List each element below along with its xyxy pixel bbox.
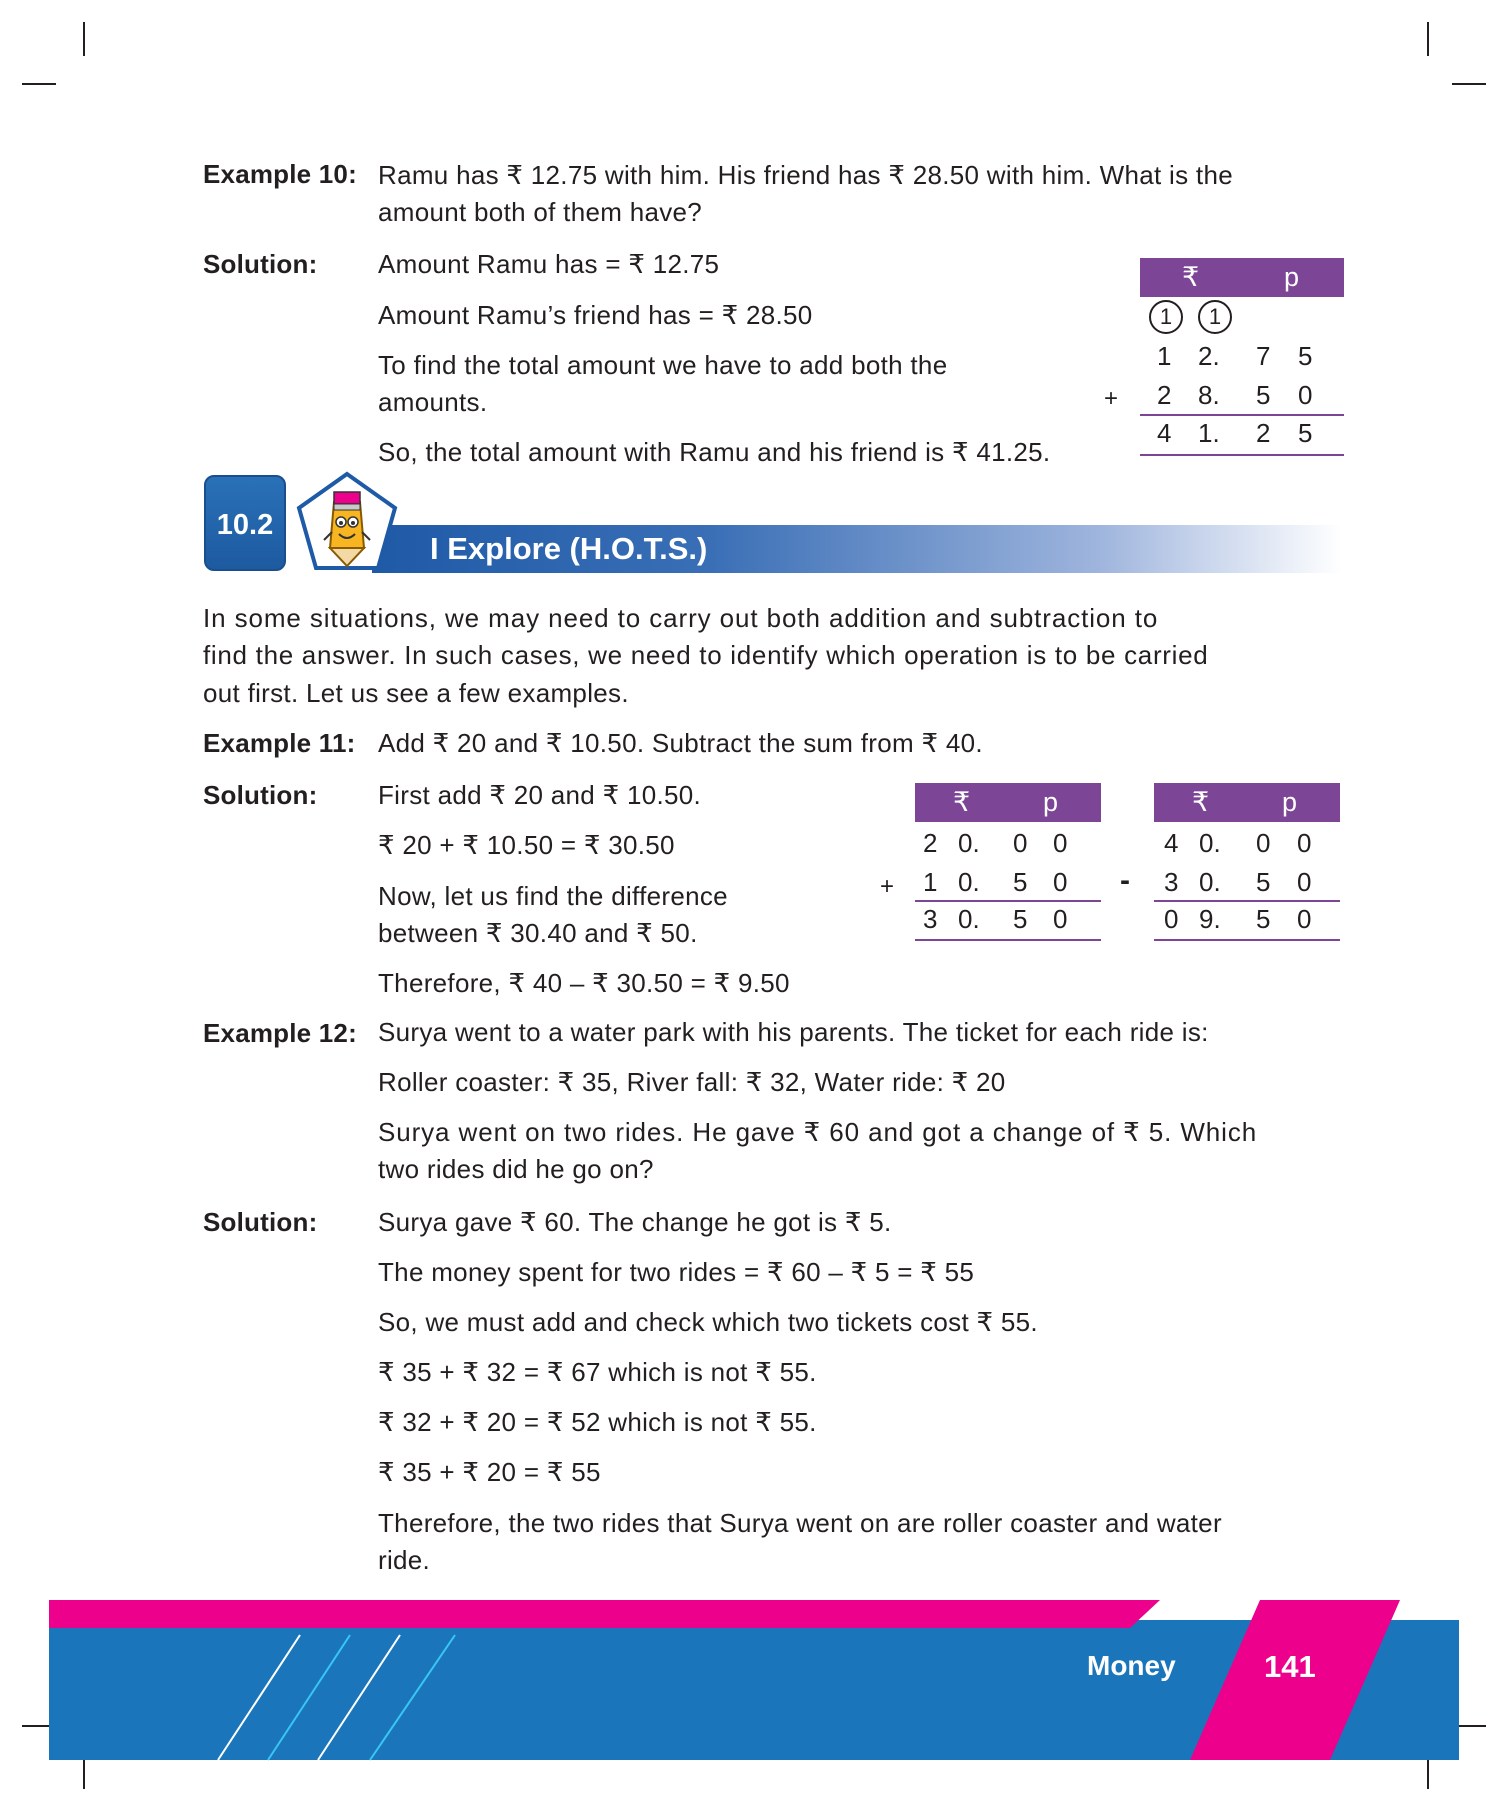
result-line [1140, 454, 1344, 456]
example-11-solution-line: Therefore, ₹ 40 – ₹ 30.50 = ₹ 9.50 [378, 968, 790, 998]
digit: 8. [1198, 380, 1220, 410]
example-12-solution-line: ₹ 35 + ₹ 32 = ₹ 67 which is not ₹ 55. [378, 1357, 817, 1387]
digit: 0 [1053, 828, 1068, 858]
example-12-solution-line: So, we must add and check which two tickets cost ₹ 55. [378, 1307, 1038, 1337]
example-11-solution-line: between ₹ 30.40 and ₹ 50. [378, 918, 698, 948]
example-11-question: Add ₹ 20 and ₹ 10.50. Subtract the sum from ₹ 40. [378, 728, 983, 758]
addend-row [915, 828, 1101, 862]
sum-line [1140, 414, 1344, 416]
digit: 3 [1164, 867, 1179, 897]
intro-line: out first. Let us see a few examples. [203, 678, 629, 708]
digit: 0 [1298, 380, 1313, 410]
digit: 0 [1297, 867, 1312, 897]
addend-row [1140, 341, 1344, 375]
digit: 0 [1013, 828, 1028, 858]
example-12-solution-line: ₹ 35 + ₹ 20 = ₹ 55 [378, 1457, 601, 1487]
example-11-subtraction-table [1154, 783, 1340, 941]
example-12-solution-line: The money spent for two rides = ₹ 60 – ₹ 5 = ₹ 55 [378, 1257, 975, 1287]
example-11-addition-table [915, 783, 1101, 941]
result-row [1154, 904, 1340, 938]
digit: 5 [1013, 867, 1028, 897]
intro-line: In some situations, we may need to carry out both addition and subtraction to [203, 603, 1159, 633]
column-header [1140, 258, 1344, 297]
minuend-row [1154, 828, 1340, 862]
subtrahend-row [1154, 867, 1340, 901]
carry-digit: 1 [1198, 300, 1232, 334]
paise-header: p [1282, 787, 1298, 817]
paise-header: p [1284, 262, 1300, 292]
rupee-header: ₹ [1192, 787, 1210, 817]
digit: 0 [1053, 867, 1068, 897]
example-12-solution-line: Therefore, the two rides that Surya went on are roller coaster and water [378, 1508, 1222, 1538]
crop-mark [22, 83, 56, 85]
digit: 0 [1297, 904, 1312, 934]
example-11-solution-line: Now, let us find the difference [378, 881, 728, 911]
digit: 5 [1256, 867, 1271, 897]
example-10-solution-line: amounts. [378, 387, 488, 417]
digit: 5 [1298, 341, 1313, 371]
chapter-title: Money [1087, 1650, 1176, 1681]
digit: 0. [1199, 867, 1221, 897]
example-11-solution-label: Solution: [203, 780, 318, 810]
digit: 0 [1297, 828, 1312, 858]
example-12-question-line: Surya went to a water park with his parents. The ticket for each ride is: [378, 1017, 1209, 1047]
plus-operator: + [880, 873, 895, 900]
digit: 5 [1256, 380, 1271, 410]
digit: 0. [1199, 828, 1221, 858]
crop-mark [1427, 22, 1429, 56]
example-12-question-line: two rides did he go on? [378, 1154, 654, 1184]
column-header [1154, 783, 1340, 822]
result-line [1154, 939, 1340, 941]
result-line [915, 939, 1101, 941]
rupee-header: ₹ [1182, 262, 1200, 292]
example-11-solution-line: ₹ 20 + ₹ 10.50 = ₹ 30.50 [378, 830, 675, 860]
digit: 5 [1298, 418, 1313, 448]
digit: 0 [1164, 904, 1179, 934]
example-11-solution-line: First add ₹ 20 and ₹ 10.50. [378, 780, 702, 810]
digit: 0. [958, 904, 980, 934]
example-10-solution-label: Solution: [203, 249, 318, 279]
addend-row [915, 867, 1101, 901]
digit: 0. [958, 867, 980, 897]
pencil-mascot-icon [294, 470, 400, 574]
example-10-solution-line: Amount Ramu has = ₹ 12.75 [378, 249, 720, 279]
digit: 5 [1256, 904, 1271, 934]
digit: 3 [923, 904, 938, 934]
paise-header: p [1043, 787, 1059, 817]
plus-operator: + [1104, 385, 1119, 412]
result-row [1140, 418, 1344, 452]
example-10-solution-line: So, the total amount with Ramu and his friend is ₹ 41.25. [378, 437, 1051, 467]
carry-digit: 1 [1149, 300, 1183, 334]
intro-line: find the answer. In such cases, we need to identify which operation is to be carried [203, 640, 1209, 670]
rupee-header: ₹ [953, 787, 971, 817]
digit: 2. [1198, 341, 1220, 371]
example-10-question-line: Ramu has ₹ 12.75 with him. His friend has ₹ 28.50 with him. What is the [378, 160, 1233, 190]
digit: 2 [1256, 418, 1271, 448]
example-10-solution-line: To find the total amount we have to add both the [378, 350, 948, 380]
addend-row [1140, 380, 1344, 414]
example-10-addition-table [1140, 258, 1344, 463]
section-number-badge: 10.2 [204, 475, 286, 571]
minus-operator: - [1120, 864, 1131, 897]
example-10-solution-line: Amount Ramu’s friend has = ₹ 28.50 [378, 300, 813, 330]
digit: 5 [1013, 904, 1028, 934]
digit: 7 [1256, 341, 1271, 371]
crop-mark [83, 22, 85, 56]
digit: 0. [958, 828, 980, 858]
example-10-question-line: amount both of them have? [378, 197, 703, 227]
example-12-solution-line: Surya gave ₹ 60. The change he got is ₹ 5. [378, 1207, 892, 1237]
result-row [915, 904, 1101, 938]
example-10-label: Example 10: [203, 159, 357, 189]
example-12-question-line: Roller coaster: ₹ 35, River fall: ₹ 32, Water ride: ₹ 20 [378, 1067, 1006, 1097]
section-title: I Explore (H.O.T.S.) [430, 531, 708, 566]
example-12-solution-label: Solution: [203, 1207, 318, 1237]
digit: 4 [1164, 828, 1179, 858]
example-11-label: Example 11: [203, 728, 356, 758]
difference-line [1154, 900, 1340, 902]
crop-mark [1452, 83, 1486, 85]
sum-line [915, 900, 1101, 902]
digit: 2 [1157, 380, 1172, 410]
column-header [915, 783, 1101, 822]
page-number: 141 [1264, 1649, 1316, 1684]
digit: 9. [1199, 904, 1221, 934]
digit: 0 [1053, 904, 1068, 934]
digit: 4 [1157, 418, 1172, 448]
digit: 0 [1256, 828, 1271, 858]
digit: 1. [1198, 418, 1220, 448]
digit: 1 [1157, 341, 1172, 371]
example-12-solution-line: ₹ 32 + ₹ 20 = ₹ 52 which is not ₹ 55. [378, 1407, 817, 1437]
digit: 2 [923, 828, 938, 858]
example-12-solution-line: ride. [378, 1545, 431, 1575]
example-12-question-line: Surya went on two rides. He gave ₹ 60 and got a change of ₹ 5. Which [378, 1117, 1258, 1147]
digit: 1 [923, 867, 938, 897]
example-12-label: Example 12: [203, 1018, 357, 1048]
